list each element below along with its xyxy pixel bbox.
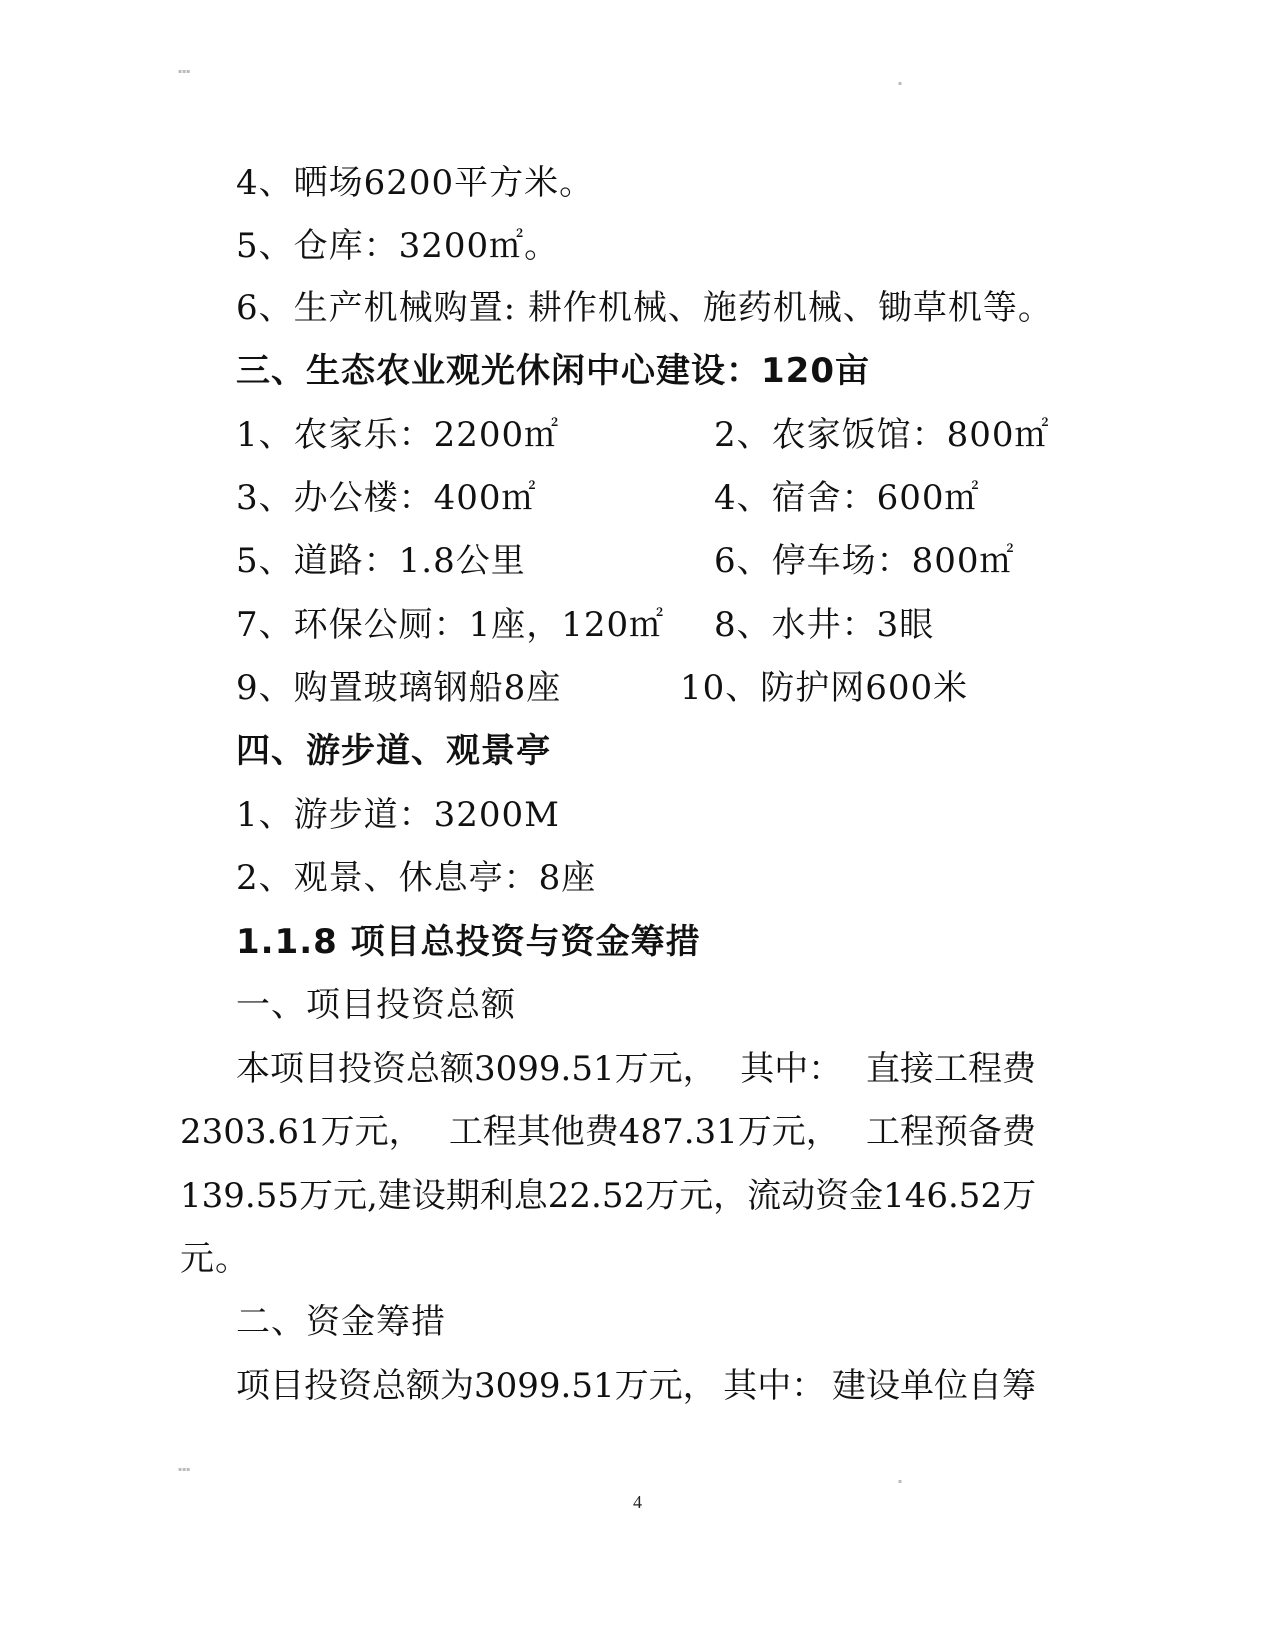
- subheading: 二、资金筹措: [236, 1302, 446, 1342]
- list-item: 10、防护网600米: [680, 668, 969, 708]
- list-item: 6、生产机械购置: 耕作机械、施药机械、锄草机等。: [236, 288, 1053, 328]
- list-item: 2、农家饭馆：800㎡: [714, 415, 1050, 455]
- paragraph-line: [180, 1112, 1036, 1152]
- list-item: 1、游步道：3200M: [236, 795, 560, 835]
- text-segment: 工程其他费487.31万元，: [448, 1112, 840, 1152]
- list-item: 8、水井：3眼: [714, 605, 935, 645]
- section-heading: 三、生态农业观光休闲中心建设：120亩: [236, 351, 870, 391]
- scan-mark: ▪▪▪: [178, 68, 191, 75]
- section-heading: 四、游步道、观景亭: [236, 731, 551, 771]
- text-segment: 其中：: [740, 1049, 843, 1089]
- text-segment: 本项目投资总额3099.51万元，: [236, 1049, 717, 1089]
- list-item: 4、晒场6200平方米。: [236, 163, 595, 203]
- text-segment: 139.55万元,建设期利息22.52万元，: [180, 1176, 748, 1216]
- page-number: 4: [633, 1492, 642, 1512]
- scan-mark: ▪▪▪: [178, 1466, 191, 1473]
- text-segment: 直接工程费: [865, 1049, 1036, 1089]
- list-item: 6、停车场：800㎡: [714, 541, 1015, 581]
- text-segment: 流动资金146.52万: [747, 1176, 1037, 1216]
- scan-mark: ▪: [898, 1478, 903, 1485]
- list-item: 2、观景、休息亭：8座: [236, 858, 597, 898]
- text-segment: 其中：: [723, 1366, 826, 1406]
- text-segment: 建设单位自筹: [831, 1366, 1036, 1406]
- list-item: 9、购置玻璃钢船8座: [236, 668, 562, 708]
- list-item: 4、宿舍：600㎡: [714, 478, 980, 518]
- paragraph-line: [180, 1176, 1036, 1216]
- paragraph-line: [236, 1366, 1036, 1406]
- list-item: 1、农家乐：2200㎡: [236, 415, 560, 455]
- list-item: 5、道路：1.8公里: [236, 541, 526, 581]
- text-segment: 2303.61万元，: [180, 1112, 423, 1152]
- list-item: 7、环保公厕：1座，120㎡: [236, 605, 665, 645]
- list-item: 3、办公楼：400㎡: [236, 478, 537, 518]
- section-heading: 1.1.8 项目总投资与资金筹措: [236, 922, 701, 962]
- list-item: 5、仓库：3200㎡。: [236, 226, 560, 266]
- text-segment: 工程预备费: [865, 1112, 1036, 1152]
- subheading: 一、项目投资总额: [236, 985, 516, 1025]
- paragraph-line: 元。: [180, 1239, 250, 1279]
- paragraph-line: [236, 1049, 1036, 1089]
- scan-mark: ▪: [898, 80, 903, 87]
- text-segment: 项目投资总额为3099.51万元，: [236, 1366, 717, 1406]
